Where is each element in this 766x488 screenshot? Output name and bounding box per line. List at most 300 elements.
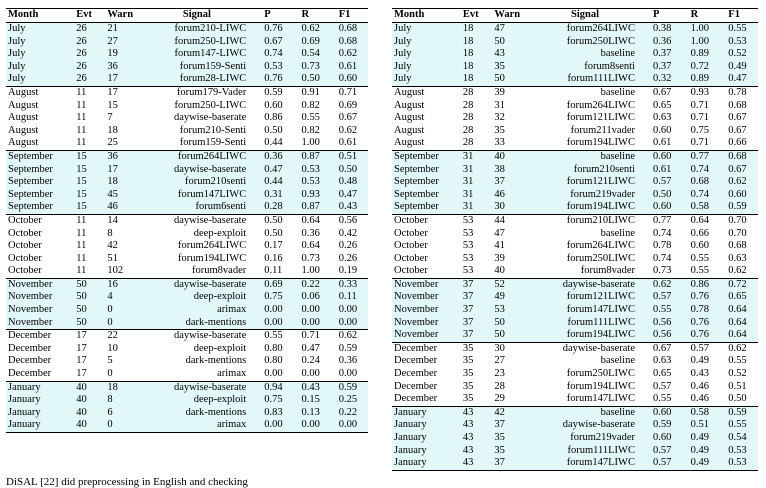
cell-f1: 0.68 xyxy=(728,240,747,252)
cell-month: November xyxy=(392,329,457,342)
cell-p: 0.36 xyxy=(645,36,683,49)
cell-f1: 0.19 xyxy=(338,265,358,277)
cell-evt: 40 xyxy=(70,407,101,420)
cell-warn: 50 xyxy=(488,317,533,330)
cell-signal: forum264LIWC xyxy=(177,240,247,252)
cell-evt: 15 xyxy=(70,164,101,177)
cell-month: September xyxy=(6,176,70,189)
cell-warn: 18 xyxy=(101,176,145,189)
table-row xyxy=(392,176,758,189)
cell-warn: 6 xyxy=(101,407,145,420)
cell-r: 0.15 xyxy=(293,394,330,407)
cell-month: October xyxy=(394,240,428,252)
cell-month: October xyxy=(394,265,428,277)
cell-p: 0.50 xyxy=(645,189,683,202)
cell-month: August xyxy=(394,124,425,136)
cell-p: 0.60 xyxy=(645,432,683,445)
cell-month: September xyxy=(6,189,70,202)
cell-p: 0.50 xyxy=(256,214,293,227)
cell-f1: 0.64 xyxy=(720,304,758,317)
cell-r: 0.86 xyxy=(683,278,721,291)
cell-month: September xyxy=(6,164,70,177)
cell-evt: 11 xyxy=(76,124,87,136)
cell-evt: 11 xyxy=(76,112,87,124)
cell-r: 0.75 xyxy=(690,124,710,136)
cell-warn: 46 xyxy=(101,201,145,214)
cell-signal: forum194LIWC xyxy=(566,380,635,392)
cell-f1: 0.54 xyxy=(720,432,758,445)
cell-r: 0.50 xyxy=(293,73,330,86)
table-row xyxy=(6,214,368,227)
cell-month: January xyxy=(392,432,457,445)
cell-p: 0.74 xyxy=(652,252,672,264)
cell-evt: 37 xyxy=(457,278,489,291)
cell-f1: 0.53 xyxy=(720,445,758,458)
cell-p: 0.50 xyxy=(264,227,283,239)
cell-f1: 0.53 xyxy=(720,36,758,49)
cell-evt: 35 xyxy=(462,380,474,392)
cell-evt: 31 xyxy=(457,201,489,214)
cell-warn: 0 xyxy=(101,317,145,330)
cell-f1: 0.68 xyxy=(331,23,368,36)
cell-signal: daywise-baserate xyxy=(146,214,257,227)
cell-f1: 0.00 xyxy=(331,317,368,330)
cell-p: 0.37 xyxy=(645,61,683,74)
cell-p: 0.83 xyxy=(256,407,293,420)
cell-signal: baseline xyxy=(533,48,645,61)
cell-signal: forum111LIWC xyxy=(533,445,645,458)
table-row xyxy=(6,125,368,138)
cell-r: 0.06 xyxy=(293,291,330,304)
cell-evt: 28 xyxy=(462,124,474,136)
cell-p: 0.56 xyxy=(645,317,683,330)
cell-p: 0.60 xyxy=(645,201,683,214)
cell-r: 0.64 xyxy=(293,214,330,227)
header-p: P xyxy=(256,9,293,23)
cell-evt: 11 xyxy=(76,240,87,252)
table-row xyxy=(6,100,368,113)
cell-signal: forum210senti xyxy=(146,176,257,189)
cell-f1: 0.64 xyxy=(720,317,758,330)
header-signal: Signal xyxy=(533,9,645,23)
cell-signal: forum219vader xyxy=(533,432,645,445)
cell-evt: 31 xyxy=(457,164,489,177)
header-month: Month xyxy=(6,9,70,23)
cell-r: 0.54 xyxy=(293,48,330,61)
cell-evt: 26 xyxy=(70,48,101,61)
cell-evt: 18 xyxy=(457,23,489,36)
header-r: R xyxy=(683,9,721,23)
table-row xyxy=(392,137,758,150)
cell-p: 0.59 xyxy=(645,419,683,432)
cell-month: August xyxy=(8,137,39,149)
table-row xyxy=(6,189,368,202)
cell-f1: 0.00 xyxy=(338,368,358,380)
cell-f1: 0.55 xyxy=(720,419,758,432)
cell-signal: baseline xyxy=(533,150,645,163)
cell-signal: dark-mentions xyxy=(146,317,257,330)
cell-evt: 31 xyxy=(457,176,489,189)
cell-evt: 11 xyxy=(76,227,87,239)
table-row xyxy=(392,112,758,125)
cell-month: December xyxy=(6,330,70,343)
cell-f1: 0.62 xyxy=(720,176,758,189)
cell-p: 0.57 xyxy=(645,291,683,304)
cell-r: 0.43 xyxy=(690,368,710,380)
cell-evt: 53 xyxy=(462,252,474,264)
cell-evt: 18 xyxy=(457,36,489,49)
cell-month: December xyxy=(394,368,438,380)
cell-evt: 35 xyxy=(462,393,474,405)
table-row xyxy=(6,150,368,163)
cell-f1: 0.00 xyxy=(331,419,368,432)
cell-f1: 0.50 xyxy=(728,393,747,405)
cell-warn: 51 xyxy=(107,252,118,264)
cell-f1: 0.55 xyxy=(720,23,758,36)
cell-r: 0.55 xyxy=(690,265,710,277)
cell-f1: 0.70 xyxy=(728,227,747,239)
cell-r: 0.46 xyxy=(690,393,710,405)
cell-f1: 0.50 xyxy=(331,164,368,177)
cell-signal: forum264LIWC xyxy=(566,99,635,111)
cell-signal: daywise-baserate xyxy=(146,164,257,177)
cell-evt: 26 xyxy=(70,23,101,36)
header-p: P xyxy=(645,9,683,23)
cell-f1: 0.22 xyxy=(331,407,368,420)
table-row xyxy=(6,112,368,125)
cell-evt: 43 xyxy=(457,406,489,419)
cell-month: July xyxy=(392,48,457,61)
cell-f1: 0.56 xyxy=(331,214,368,227)
cell-month: July xyxy=(6,61,70,74)
cell-p: 0.47 xyxy=(256,164,293,177)
cell-p: 0.59 xyxy=(256,86,293,99)
cell-warn: 5 xyxy=(107,355,113,367)
cell-signal: forum147-LIWC xyxy=(146,48,257,61)
cell-p: 0.67 xyxy=(645,86,683,99)
cell-evt: 11 xyxy=(76,137,87,149)
cell-month: September xyxy=(392,150,457,163)
cell-evt: 53 xyxy=(457,214,489,227)
cell-month: July xyxy=(392,36,457,49)
cell-evt: 50 xyxy=(70,317,101,330)
cell-f1: 0.62 xyxy=(338,124,358,136)
table-row xyxy=(392,73,758,86)
cell-r: 0.82 xyxy=(301,99,320,111)
cell-warn: 22 xyxy=(101,330,145,343)
cell-signal: forum28-LIWC xyxy=(146,73,257,86)
cell-signal: forum147LIWC xyxy=(533,304,645,317)
cell-warn: 18 xyxy=(101,381,145,394)
cell-evt: 43 xyxy=(457,445,489,458)
cell-p: 0.80 xyxy=(264,355,283,367)
cell-r: 1.00 xyxy=(301,137,320,149)
cell-f1: 0.59 xyxy=(338,342,358,354)
table-row xyxy=(6,407,368,420)
cell-p: 0.75 xyxy=(256,394,293,407)
cell-p: 0.44 xyxy=(264,137,283,149)
cell-r: 0.22 xyxy=(293,278,330,291)
cell-month: November xyxy=(392,291,457,304)
cell-evt: 17 xyxy=(76,355,87,367)
cell-evt: 37 xyxy=(457,329,489,342)
cell-r: 0.91 xyxy=(293,86,330,99)
table-row xyxy=(392,265,758,278)
table-row xyxy=(392,406,758,419)
cell-r: 0.82 xyxy=(301,124,320,136)
cell-evt: 26 xyxy=(70,73,101,86)
cell-f1: 0.63 xyxy=(728,252,747,264)
cell-month: July xyxy=(6,48,70,61)
table-row xyxy=(6,253,368,266)
cell-warn: 49 xyxy=(488,291,533,304)
cell-warn: 50 xyxy=(488,36,533,49)
cell-month: November xyxy=(6,278,70,291)
cell-f1: 0.47 xyxy=(331,189,368,202)
table-row xyxy=(392,419,758,432)
cell-signal: forum264LIWC xyxy=(533,23,645,36)
cell-p: 0.86 xyxy=(264,112,283,124)
cell-r: 0.69 xyxy=(293,36,330,49)
cell-warn: 0 xyxy=(101,419,145,432)
cell-warn: 42 xyxy=(488,406,533,419)
cell-p: 0.55 xyxy=(256,330,293,343)
table-row xyxy=(392,125,758,138)
cell-month: September xyxy=(6,150,70,163)
cell-p: 0.11 xyxy=(264,265,283,277)
cell-signal: forum250LIWC xyxy=(533,36,645,49)
cell-signal: forum121LIWC xyxy=(533,176,645,189)
table-row xyxy=(392,342,758,355)
cell-warn: 35 xyxy=(488,445,533,458)
cell-month: January xyxy=(392,419,457,432)
cell-p: 0.53 xyxy=(256,61,293,74)
table-row xyxy=(6,368,368,381)
cell-month: October xyxy=(6,214,70,227)
cell-p: 0.56 xyxy=(645,329,683,342)
cell-signal: forum219vader xyxy=(533,189,645,202)
cell-warn: 14 xyxy=(101,214,145,227)
cell-warn: 32 xyxy=(494,112,505,124)
table-row xyxy=(392,240,758,253)
cell-f1: 0.65 xyxy=(720,291,758,304)
cell-signal: forum179-Vader xyxy=(146,86,257,99)
cell-warn: 10 xyxy=(107,342,118,354)
cell-f1: 0.26 xyxy=(338,240,358,252)
cell-p: 0.50 xyxy=(264,124,283,136)
table-row xyxy=(392,150,758,163)
table-row xyxy=(6,201,368,214)
cell-p: 0.00 xyxy=(264,368,283,380)
cell-r: 0.46 xyxy=(690,380,710,392)
cell-month: December xyxy=(394,380,438,392)
cell-p: 0.76 xyxy=(256,73,293,86)
right-results-table xyxy=(392,8,758,471)
cell-signal: forum194LIWC xyxy=(566,137,635,149)
cell-warn: 50 xyxy=(488,329,533,342)
cell-evt: 50 xyxy=(70,278,101,291)
cell-signal: baseline xyxy=(533,406,645,419)
cell-warn: 42 xyxy=(107,240,118,252)
cell-evt: 43 xyxy=(457,457,489,470)
cell-r: 0.66 xyxy=(690,227,710,239)
cell-f1: 0.71 xyxy=(331,86,368,99)
cell-p: 0.28 xyxy=(256,201,293,214)
cell-r: 0.77 xyxy=(683,150,721,163)
cell-warn: 23 xyxy=(494,368,505,380)
table-row xyxy=(6,304,368,317)
cell-signal: baseline xyxy=(533,86,645,99)
cell-evt: 17 xyxy=(76,368,87,380)
table-row xyxy=(392,61,758,74)
cell-evt: 31 xyxy=(457,189,489,202)
table-row xyxy=(392,317,758,330)
table-row xyxy=(6,291,368,304)
cell-r: 0.73 xyxy=(293,61,330,74)
cell-r: 0.55 xyxy=(690,252,710,264)
cell-signal: forum264LIWC xyxy=(566,240,635,252)
table-row xyxy=(392,86,758,99)
cell-r: 0.89 xyxy=(683,48,721,61)
table-row xyxy=(6,381,368,394)
cell-signal: forum264LIWC xyxy=(146,150,257,163)
table-row xyxy=(392,368,758,381)
cell-f1: 0.59 xyxy=(720,201,758,214)
cell-warn: 35 xyxy=(488,61,533,74)
cell-month: August xyxy=(394,99,425,111)
cell-r: 0.93 xyxy=(293,189,330,202)
cell-evt: 11 xyxy=(76,99,87,111)
header-month: Month xyxy=(392,9,457,23)
cell-warn: 33 xyxy=(494,137,505,149)
cell-r: 0.13 xyxy=(293,407,330,420)
cell-month: January xyxy=(6,394,70,407)
cell-signal: deep-exploit xyxy=(146,291,257,304)
cell-warn: 36 xyxy=(101,150,145,163)
cell-evt: 18 xyxy=(457,61,489,74)
cell-p: 0.00 xyxy=(256,317,293,330)
right-table-body xyxy=(392,23,758,471)
cell-month: September xyxy=(392,201,457,214)
cell-r: 0.36 xyxy=(301,227,320,239)
cell-warn: 0 xyxy=(107,368,113,380)
cell-f1: 0.51 xyxy=(331,150,368,163)
cell-f1: 0.67 xyxy=(720,164,758,177)
cell-r: 0.62 xyxy=(293,23,330,36)
cell-signal: forum111LIWC xyxy=(533,317,645,330)
cell-evt: 15 xyxy=(70,189,101,202)
cell-signal: arimax xyxy=(146,419,257,432)
cell-signal: dark-mentions xyxy=(185,355,247,367)
cell-r: 0.55 xyxy=(301,112,320,124)
table-row xyxy=(392,36,758,49)
cell-signal: forum121LIWC xyxy=(566,112,635,124)
cell-r: 0.00 xyxy=(293,304,330,317)
cell-p: 0.57 xyxy=(645,445,683,458)
cell-signal: daywise-baserate xyxy=(533,278,645,291)
cell-warn: 43 xyxy=(488,48,533,61)
cell-p: 0.36 xyxy=(256,150,293,163)
cell-r: 0.53 xyxy=(293,164,330,177)
cell-evt: 11 xyxy=(76,265,87,277)
cell-warn: 40 xyxy=(494,265,505,277)
cell-signal: forum8vader xyxy=(192,265,247,277)
table-row xyxy=(6,48,368,61)
cell-r: 0.64 xyxy=(683,214,721,227)
cell-signal: forum8senti xyxy=(533,61,645,74)
cell-month: January xyxy=(6,381,70,394)
cell-evt: 40 xyxy=(70,381,101,394)
header-evt: Evt xyxy=(457,9,489,23)
cell-month: November xyxy=(392,304,457,317)
cell-warn: 52 xyxy=(488,278,533,291)
cell-p: 0.78 xyxy=(652,240,672,252)
cell-f1: 0.26 xyxy=(338,252,358,264)
cell-r: 0.73 xyxy=(301,252,320,264)
cell-r: 1.00 xyxy=(301,265,320,277)
cell-month: August xyxy=(8,99,39,111)
cell-signal: daywise-baserate xyxy=(146,278,257,291)
cell-p: 0.67 xyxy=(256,36,293,49)
cell-f1: 0.62 xyxy=(331,330,368,343)
cell-evt: 40 xyxy=(70,394,101,407)
cell-month: October xyxy=(394,252,428,264)
table-row xyxy=(6,265,368,278)
header-f1: F1 xyxy=(331,9,368,23)
cell-signal: forum194LIWC xyxy=(177,252,247,264)
cell-evt: 28 xyxy=(457,86,489,99)
cell-r: 0.89 xyxy=(683,73,721,86)
cell-signal: forum250LIWC xyxy=(566,368,635,380)
cell-warn: 35 xyxy=(488,432,533,445)
cell-signal: daywise-baserate xyxy=(533,342,645,355)
cell-warn: 19 xyxy=(101,48,145,61)
cell-signal: forum250-LIWC xyxy=(174,99,247,111)
cell-p: 0.60 xyxy=(645,406,683,419)
cell-p: 0.55 xyxy=(645,304,683,317)
cell-signal: forum250-LIWC xyxy=(146,36,257,49)
cell-month: September xyxy=(6,201,70,214)
cell-signal: baseline xyxy=(600,227,635,239)
cell-warn: 37 xyxy=(488,419,533,432)
cell-p: 0.16 xyxy=(264,252,283,264)
cell-r: 0.71 xyxy=(690,112,710,124)
cell-evt: 15 xyxy=(70,176,101,189)
cell-f1: 0.36 xyxy=(338,355,358,367)
table-row xyxy=(6,330,368,343)
cell-warn: 15 xyxy=(107,99,118,111)
cell-r: 0.87 xyxy=(293,150,330,163)
cell-r: 0.49 xyxy=(683,457,721,470)
cell-p: 0.61 xyxy=(652,137,672,149)
cell-month: January xyxy=(392,445,457,458)
cell-p: 0.38 xyxy=(645,23,683,36)
cell-warn: 17 xyxy=(101,86,145,99)
table-row xyxy=(392,228,758,241)
cell-f1: 0.48 xyxy=(331,176,368,189)
cell-warn: 21 xyxy=(101,23,145,36)
cell-p: 0.60 xyxy=(652,124,672,136)
cell-r: 1.00 xyxy=(683,36,721,49)
cell-evt: 11 xyxy=(70,86,101,99)
cell-r: 0.58 xyxy=(683,201,721,214)
cell-evt: 43 xyxy=(457,419,489,432)
cell-evt: 50 xyxy=(70,304,101,317)
cell-p: 0.37 xyxy=(645,48,683,61)
cell-evt: 11 xyxy=(76,252,87,264)
cell-r: 0.58 xyxy=(683,406,721,419)
cell-warn: 36 xyxy=(101,61,145,74)
